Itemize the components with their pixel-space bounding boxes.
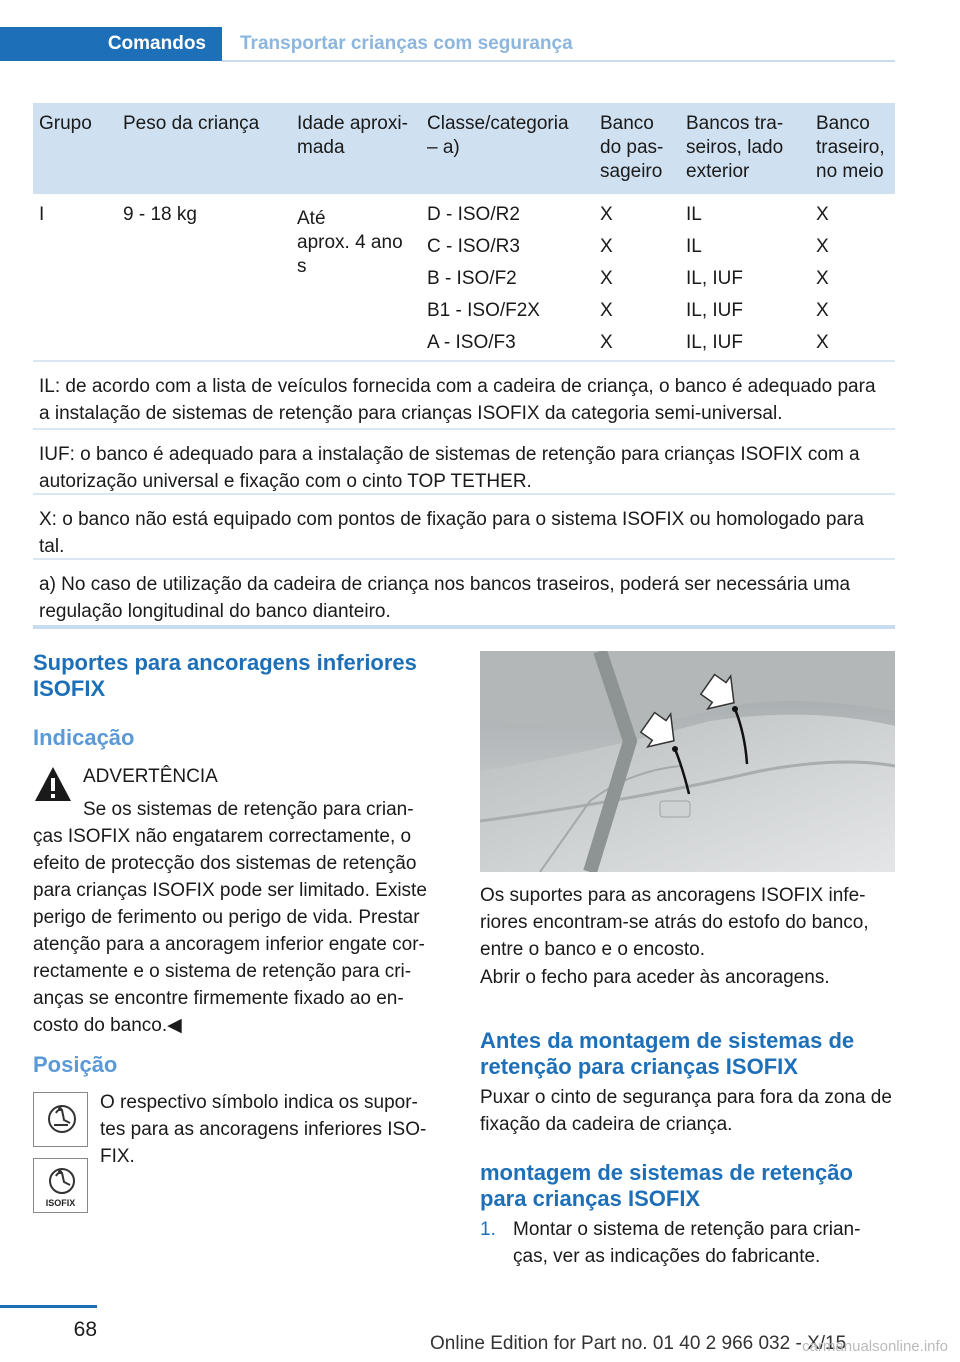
col-header-traseiros-lado: Bancos tra- seiros, lado exterior [686,113,784,182]
col-header-idade: Idade aproxi- mada [297,113,408,158]
photo-caption: Os suportes para as ancoragens ISOFIX infe-riores encontram-se atrás do estofo do banco, entre o banco e o encosto. [480,885,869,960]
section-heading-isofix: Suportes para ancoragens inferiores ISOFIX [33,650,417,701]
cell-traseiro-meio: X X X X X [816,204,829,353]
child-seat-icon [34,1093,87,1146]
warning-text: Se os sistemas de retenção para crian-ças ISOFIX não engatarem correctamente, o efeito de protecção dos sistemas de retenção para crianças ISOFIX pode ser limitado. Existe perigo de ferimento ou perigo de vida. Prestar atenção para a ancoragem inferior engate cor-rectamente e o sistema de retenção para cri-anças se encontre firmemente fixado ao en-costo do banco.◀ [33,799,427,1036]
warning-title: ADVERTÊNCIA [83,766,218,787]
table-note-il: IL: de acordo com a lista de veículos fornecida com a cadeira de criança, o banco é adequado para a instalação de sistemas de retenção para crianças ISOFIX da categoria semi-universal. [33,362,895,430]
cell-idade: Até aprox. 4 ano s [297,208,403,277]
table-header-row [33,103,895,194]
cell-passageiro: X X X X X [600,204,613,353]
footer-rule [0,1305,97,1308]
page-number: 68 [73,1318,97,1341]
rear-seat-illustration [480,651,895,872]
edition-note: Online Edition for Part no. 01 40 2 966 032 - X/15 [430,1333,847,1354]
isofix-labelled-symbol [33,1158,88,1213]
header-rule [222,60,895,62]
antes-heading: Antes da montagem de sistemas de retenção para crianças ISOFIX [480,1028,855,1079]
cell-grupo: I [39,204,45,225]
table-note-x: X: o banco não está equipado com pontos de fixação para o sistema ISOFIX ou homologado para tal. [33,495,895,560]
table-note-iuf: IUF: o banco é adequado para a instalação de sistemas de retenção para crianças ISOFIX com a autorização universal e fixação com o cinto TOP TETHER. [33,430,895,495]
col-header-grupo: Grupo [39,113,92,134]
indicacao-heading: Indicação [33,725,135,750]
col-header-classe: Classe/categoria – a) [427,113,569,158]
col-header-passageiro: Banco do pas- sageiro [600,113,664,182]
isofix-anchor-photo [480,651,895,872]
step-text: Montar o sistema de retenção para crian-ças, ver as indicações do fabricante. [513,1219,861,1267]
cell-classes: D - ISO/R2 C - ISO/R3 B - ISO/F2 B1 - ISO/F2X A - ISO/F3 [427,204,540,353]
chapter-tab[interactable]: Comandos [0,27,222,61]
page-header [0,27,895,61]
antes-text: Puxar o cinto de segurança para fora da zona de fixação da cadeira de criança. [480,1087,892,1135]
isofix-seat-symbol [33,1092,88,1147]
isofix-table [33,103,895,629]
table-note-a: a) No caso de utilização da cadeira de criança nos bancos traseiros, poderá ser necessária uma regulação longitudinal do banco dianteiro. [33,560,895,629]
posicao-text: O respectivo símbolo indica os supor-tes para as ancoragens inferiores ISO-FIX. [100,1092,427,1167]
section-title[interactable]: Transportar crianças com segurança [240,33,573,54]
col-header-peso: Peso da criança [123,113,260,134]
posicao-heading: Posição [33,1052,118,1077]
col-header-traseiro-meio: Banco traseiro, no meio [816,113,885,182]
cell-traseiros-lado: IL IL IL, IUF IL, IUF IL, IUF [686,204,744,353]
table-row [33,194,895,362]
watermark: carmanualsonline.info [802,1338,948,1355]
step-number: 1. [480,1219,496,1240]
abrir-text: Abrir o fecho para aceder às ancoragens. [480,967,830,988]
isofix-symbol-label: ISOFIX [45,1198,76,1208]
montagem-heading: montagem de sistemas de retenção para crianças ISOFIX [480,1160,853,1211]
cell-peso: 9 - 18 kg [123,204,197,225]
